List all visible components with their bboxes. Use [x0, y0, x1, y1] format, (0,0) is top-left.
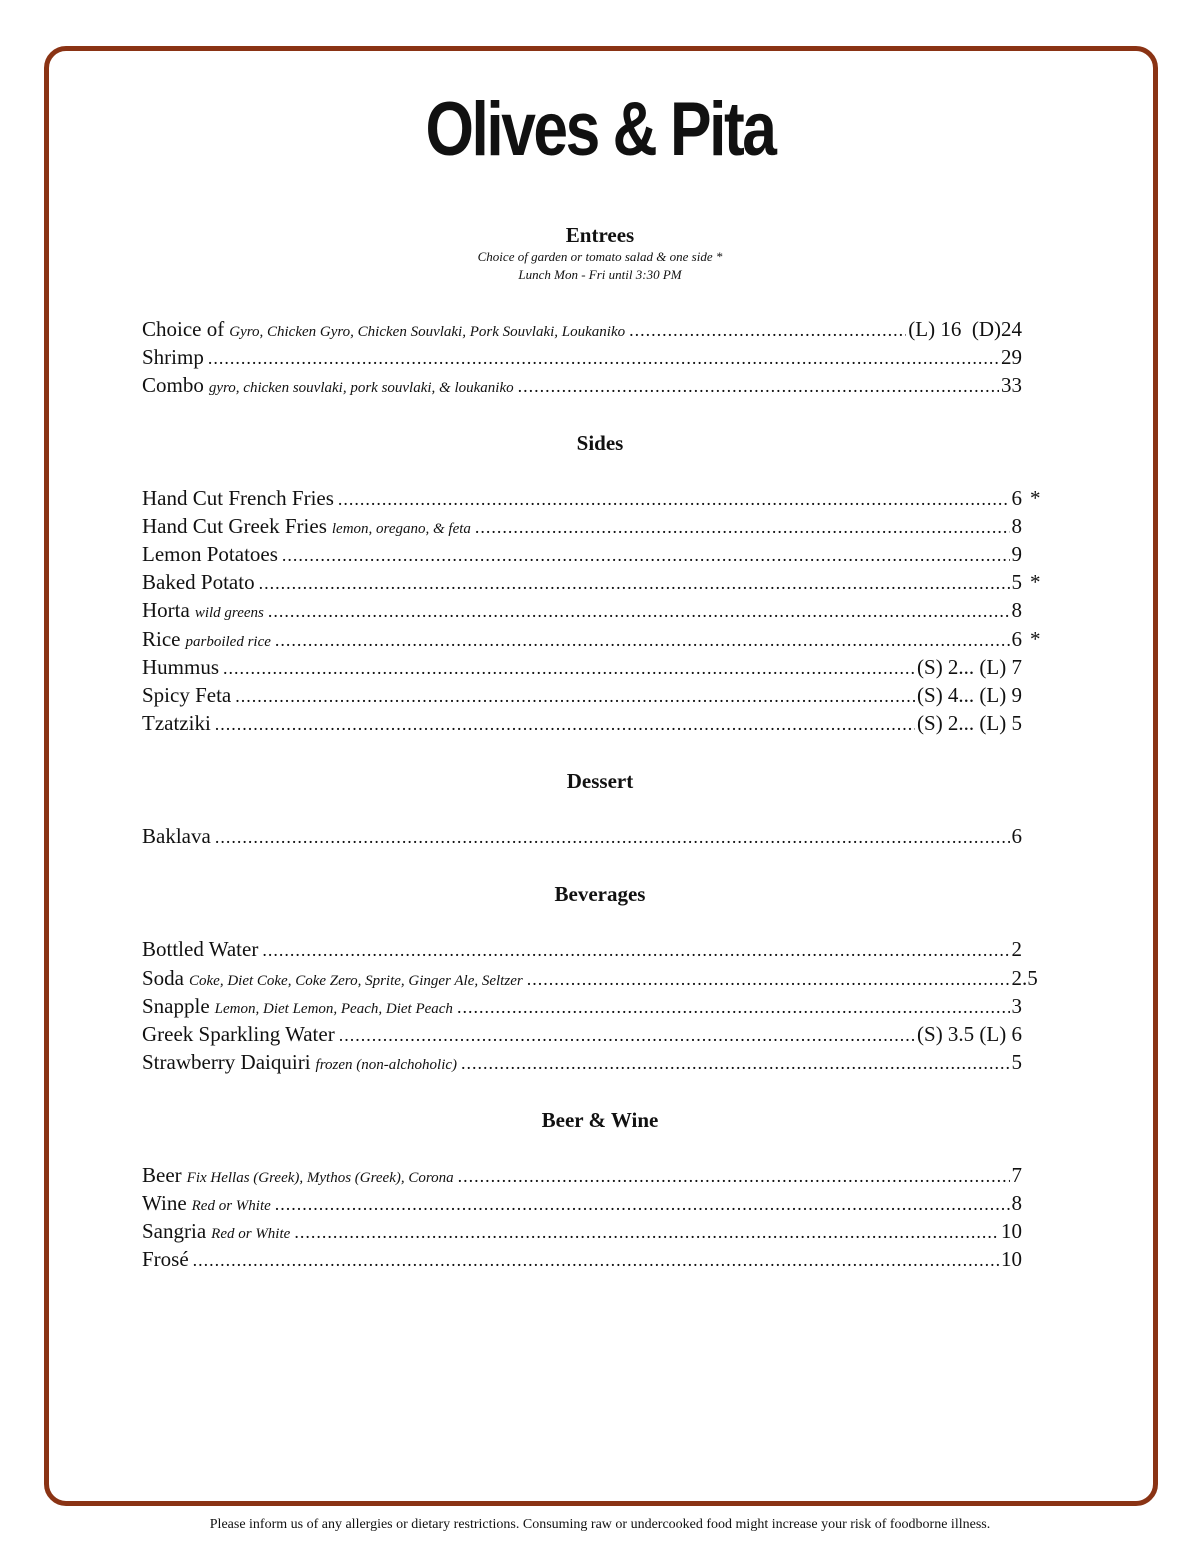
dot-leader: [527, 966, 1010, 992]
dot-leader: [294, 1219, 999, 1245]
item-price: 2: [1011, 937, 1022, 961]
item-name: Lemon Potatoes: [142, 542, 278, 566]
item-description: wild greens: [194, 605, 264, 621]
price-decimal: .5: [1022, 966, 1038, 990]
item-name: Horta: [142, 598, 190, 622]
item-name: Choice of: [142, 317, 225, 341]
dot-leader: [629, 317, 906, 343]
item-name: Baklava: [142, 824, 211, 848]
dot-leader: [215, 824, 1010, 850]
menu-item: [142, 1049, 1022, 1075]
item-price: 10: [1001, 1219, 1022, 1243]
item-description: parboiled rice: [185, 634, 271, 650]
item-description: Red or White: [191, 1198, 271, 1214]
restaurant-name: Olives & Pita: [425, 87, 775, 172]
dot-leader: [457, 994, 1010, 1020]
menu-item: [142, 1021, 1022, 1047]
menu-item: [142, 372, 1022, 398]
beer-wine-heading: Beer & Wine: [541, 1108, 659, 1132]
menu-item: [142, 513, 1022, 539]
side-choice-asterisk: *: [1030, 627, 1041, 651]
entrees-heading: Entrees: [565, 223, 635, 247]
item-price: 2: [1011, 966, 1022, 990]
item-price: (L) 16 (D)24: [908, 317, 1022, 341]
menu-item: [142, 965, 1038, 991]
menu-item: [142, 682, 1022, 708]
dot-leader: [262, 937, 1009, 963]
dot-leader: [475, 514, 1010, 540]
item-name: Bottled Water: [142, 937, 259, 961]
item-price: (S) 4... (L) 9: [917, 683, 1022, 707]
item-price: 29: [1001, 345, 1022, 369]
menu-item: [142, 993, 1022, 1019]
menu-item: [142, 936, 1022, 962]
dot-leader: [215, 711, 915, 737]
side-choice-asterisk: *: [1030, 486, 1041, 510]
item-name: Hand Cut French Fries: [142, 486, 334, 510]
item-name: Hummus: [142, 655, 220, 679]
menu-item: [142, 1162, 1022, 1188]
item-description: Gyro, Chicken Gyro, Chicken Souvlaki, Pork Souvlaki, Loukaniko: [229, 324, 626, 340]
item-price: 8: [1011, 514, 1022, 538]
item-price: (S) 2... (L) 7: [917, 655, 1022, 679]
dot-leader: [282, 542, 1010, 568]
allergy-disclaimer: Please inform us of any allergies or dietary restrictions. Consuming raw or undercooked food might increase your risk of foodborne illness.: [209, 1517, 991, 1532]
dot-leader: [461, 1050, 1009, 1076]
item-name: Beer: [142, 1163, 182, 1187]
item-price: 3: [1011, 994, 1022, 1018]
item-name: Wine: [142, 1191, 187, 1215]
menu-item: [142, 485, 1041, 511]
item-name: Baked Potato: [142, 570, 255, 594]
item-price: 6: [1011, 486, 1022, 510]
item-description: Lemon, Diet Lemon, Peach, Diet Peach: [214, 1001, 453, 1017]
item-description: gyro, chicken souvlaki, pork souvlaki, & loukaniko: [208, 380, 514, 396]
dessert-heading: Dessert: [566, 769, 634, 793]
menu-item: [142, 626, 1041, 652]
menu-item: [142, 597, 1022, 623]
item-price: 5: [1011, 1050, 1022, 1074]
dot-leader: [518, 373, 999, 399]
dot-leader: [275, 627, 1010, 653]
dot-leader: [458, 1163, 1010, 1189]
item-price: 5: [1011, 570, 1022, 594]
item-price: 33: [1001, 373, 1022, 397]
item-name: Greek Sparkling Water: [142, 1022, 335, 1046]
item-name: Frosé: [142, 1247, 189, 1271]
entrees-note-lunch: Lunch Mon - Fri until 3:30 PM: [518, 267, 682, 282]
menu-item: [142, 316, 1022, 342]
item-name: Tzatziki: [142, 711, 211, 735]
menu-item: [142, 654, 1022, 680]
item-price: 8: [1011, 598, 1022, 622]
entrees-note-salad: Choice of garden or tomato salad & one side *: [477, 249, 723, 264]
item-description: Red or White: [211, 1226, 291, 1242]
dot-leader: [275, 1191, 1010, 1217]
item-description: Coke, Diet Coke, Coke Zero, Sprite, Ginger Ale, Seltzer: [189, 973, 523, 989]
menu-item: [142, 541, 1022, 567]
dot-leader: [208, 345, 999, 371]
dot-leader: [193, 1247, 999, 1273]
item-name: Strawberry Daiquiri: [142, 1050, 311, 1074]
menu-item: [142, 1218, 1022, 1244]
item-name: Shrimp: [142, 345, 204, 369]
side-choice-asterisk: *: [1030, 570, 1041, 594]
menu-item: [142, 569, 1041, 595]
item-price: (S) 2... (L) 5: [917, 711, 1022, 735]
dot-leader: [259, 570, 1010, 596]
menu-item: [142, 823, 1022, 849]
dot-leader: [339, 1022, 915, 1048]
menu-item: [142, 344, 1022, 370]
item-price: 10: [1001, 1247, 1022, 1271]
item-price: 6: [1011, 627, 1022, 651]
item-description: Fix Hellas (Greek), Mythos (Greek), Corona: [186, 1170, 454, 1186]
item-name: Spicy Feta: [142, 683, 232, 707]
dot-leader: [338, 486, 1010, 512]
item-price: (S) 3.5 (L) 6: [917, 1022, 1022, 1046]
menu-item: [142, 710, 1022, 736]
beverages-heading: Beverages: [554, 882, 646, 906]
menu-item: [142, 1190, 1022, 1216]
dot-leader: [235, 683, 915, 709]
item-name: Combo: [142, 373, 204, 397]
item-price: 8: [1011, 1191, 1022, 1215]
item-name: Hand Cut Greek Fries: [142, 514, 327, 538]
menu-item: [142, 1246, 1022, 1272]
item-name: Rice: [142, 627, 181, 651]
item-description: lemon, oregano, & feta: [331, 521, 471, 537]
item-price: 7: [1011, 1163, 1022, 1187]
sides-heading: Sides: [576, 431, 624, 455]
dot-leader: [223, 655, 915, 681]
dot-leader: [268, 598, 1010, 624]
item-price: 6: [1011, 824, 1022, 848]
item-name: Snapple: [142, 994, 210, 1018]
item-price: 9: [1011, 542, 1022, 566]
item-name: Soda: [142, 966, 184, 990]
item-description: frozen (non-alchoholic): [315, 1057, 458, 1073]
item-name: Sangria: [142, 1219, 207, 1243]
